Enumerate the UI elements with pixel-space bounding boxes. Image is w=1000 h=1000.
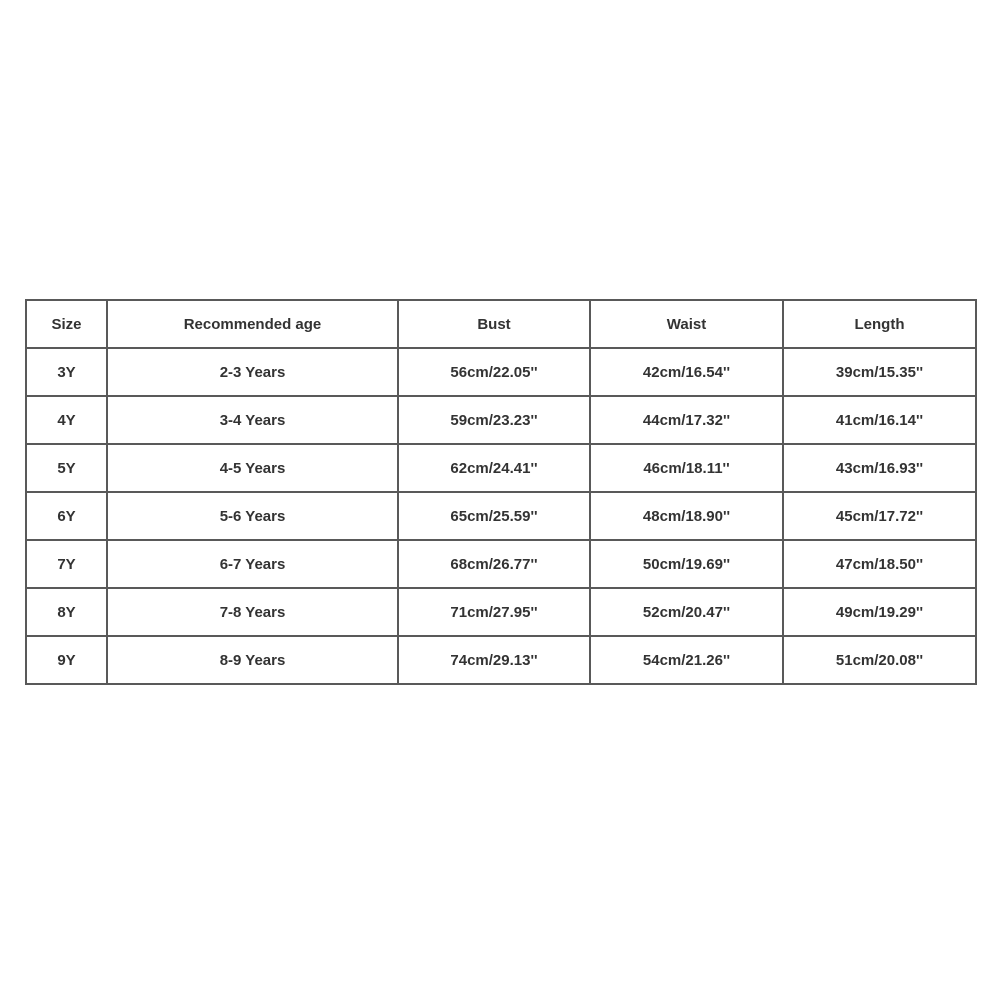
table-row [26,348,976,396]
table-row [26,396,976,444]
cell-length: 49cm/19.29'' [783,588,976,636]
cell-size: 5Y [26,444,107,492]
table-row [26,444,976,492]
cell-bust: 74cm/29.13'' [398,636,590,684]
cell-bust: 59cm/23.23'' [398,396,590,444]
cell-length: 43cm/16.93'' [783,444,976,492]
cell-size: 4Y [26,396,107,444]
cell-recommended-age: 2-3 Years [107,348,398,396]
header-waist: Waist [590,300,783,348]
cell-recommended-age: 7-8 Years [107,588,398,636]
cell-length: 47cm/18.50'' [783,540,976,588]
table-row [26,540,976,588]
cell-size: 3Y [26,348,107,396]
header-bust: Bust [398,300,590,348]
table-header-row [26,300,976,348]
cell-length: 45cm/17.72'' [783,492,976,540]
cell-length: 39cm/15.35'' [783,348,976,396]
header-size: Size [26,300,107,348]
cell-size: 7Y [26,540,107,588]
cell-waist: 52cm/20.47'' [590,588,783,636]
cell-size: 6Y [26,492,107,540]
header-recommended-age: Recommended age [107,300,398,348]
cell-length: 51cm/20.08'' [783,636,976,684]
cell-waist: 54cm/21.26'' [590,636,783,684]
cell-size: 8Y [26,588,107,636]
cell-length: 41cm/16.14'' [783,396,976,444]
cell-waist: 48cm/18.90'' [590,492,783,540]
size-chart-table [25,299,977,685]
table-row [26,588,976,636]
cell-bust: 56cm/22.05'' [398,348,590,396]
cell-bust: 71cm/27.95'' [398,588,590,636]
cell-bust: 62cm/24.41'' [398,444,590,492]
cell-bust: 65cm/25.59'' [398,492,590,540]
cell-size: 9Y [26,636,107,684]
cell-recommended-age: 6-7 Years [107,540,398,588]
cell-bust: 68cm/26.77'' [398,540,590,588]
cell-waist: 46cm/18.11'' [590,444,783,492]
cell-recommended-age: 5-6 Years [107,492,398,540]
cell-waist: 44cm/17.32'' [590,396,783,444]
table-row [26,492,976,540]
cell-waist: 50cm/19.69'' [590,540,783,588]
cell-recommended-age: 8-9 Years [107,636,398,684]
header-length: Length [783,300,976,348]
cell-recommended-age: 4-5 Years [107,444,398,492]
cell-waist: 42cm/16.54'' [590,348,783,396]
table-row [26,636,976,684]
cell-recommended-age: 3-4 Years [107,396,398,444]
